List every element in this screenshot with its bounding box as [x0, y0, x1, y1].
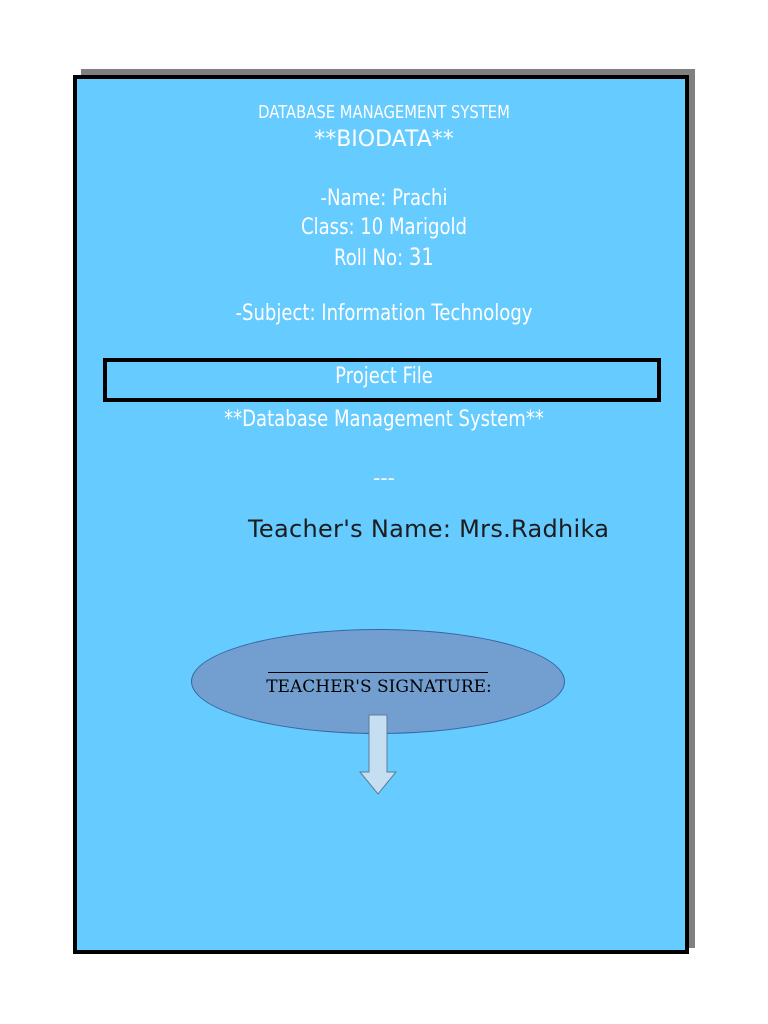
signature-label: TEACHER'S SIGNATURE: — [266, 677, 492, 697]
header-title-text: DATABASE MANAGEMENT SYSTEM — [258, 102, 510, 123]
class-line-text: Class: 10 Marigold — [301, 215, 467, 240]
roll-number: 31 — [408, 243, 434, 271]
roll-line — [0, 243, 768, 271]
signature-line — [268, 672, 488, 673]
project-label — [0, 364, 768, 389]
project-title-text: **Database Management System** — [224, 407, 544, 432]
header-title — [0, 102, 768, 123]
biodata-title: **BIODATA** — [314, 127, 454, 152]
project-label-text: Project File — [335, 364, 433, 389]
roll-line-text — [69, 243, 699, 271]
subject-line-text: -Subject: Information Technology — [235, 301, 533, 326]
class-line — [0, 215, 768, 240]
teacher-name: Teacher's Name: Mrs.Radhika — [248, 515, 610, 543]
separator: --- — [373, 466, 395, 490]
name-line — [0, 186, 768, 211]
roll-label: Roll No: — [334, 246, 409, 271]
name-line-text: -Name: Prachi — [320, 186, 448, 211]
project-title — [0, 407, 768, 432]
subject-line — [0, 301, 768, 326]
down-arrow-icon — [358, 714, 398, 796]
